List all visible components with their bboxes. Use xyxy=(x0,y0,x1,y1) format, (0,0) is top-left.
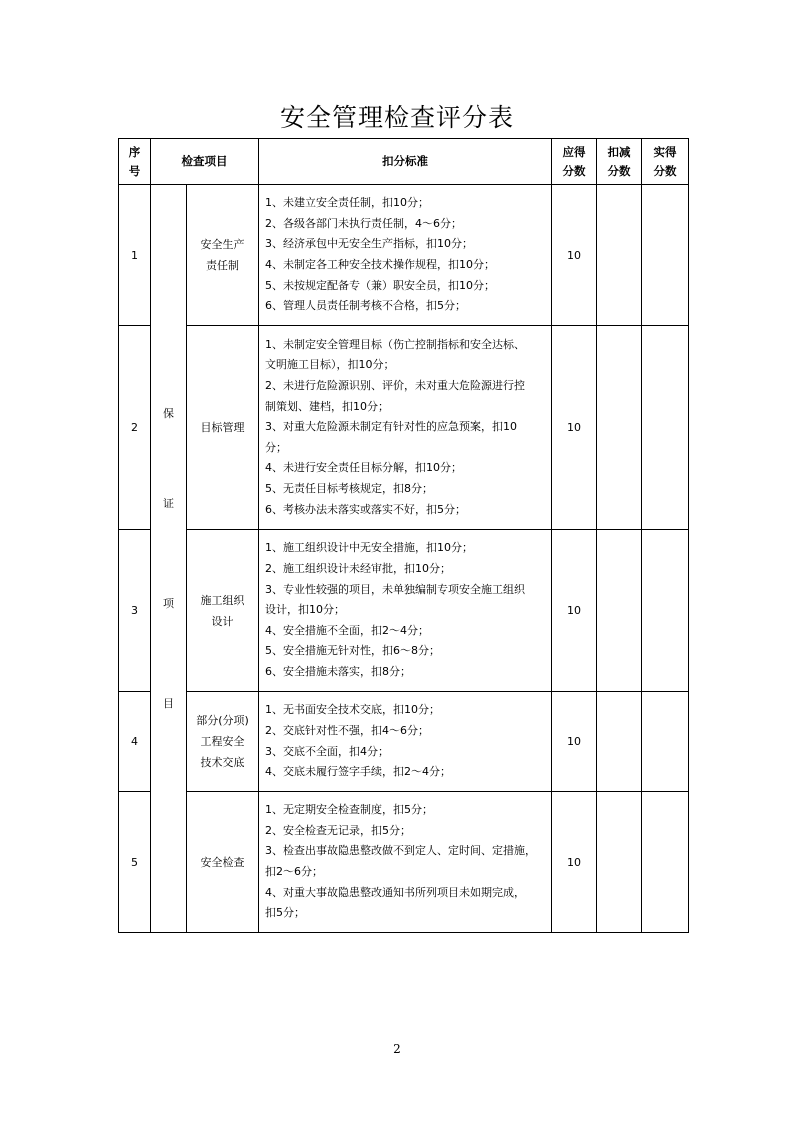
header-deduct-line1: 扣减 xyxy=(607,144,631,159)
header-actual xyxy=(642,139,689,185)
header-criteria: 扣分标准 xyxy=(259,139,552,185)
row-item xyxy=(187,326,259,530)
criteria-line: 6、安全措施未落实，扣8分； xyxy=(265,664,411,678)
row-deduct-score[interactable] xyxy=(597,185,642,326)
header-due xyxy=(552,139,597,185)
row-seq: 1 xyxy=(119,185,151,326)
table-row xyxy=(119,792,689,933)
group-char: 保 xyxy=(163,406,174,420)
row-actual-score[interactable] xyxy=(642,185,689,326)
row-seq: 5 xyxy=(119,792,151,933)
header-item: 检查项目 xyxy=(151,139,259,185)
row-item-line: 施工组织 xyxy=(200,593,245,607)
row-criteria xyxy=(259,185,552,326)
row-criteria xyxy=(259,692,552,792)
row-item-line: 安全生产 xyxy=(200,238,245,251)
group-char: 证 xyxy=(163,496,174,510)
row-item-line: 工程安全 xyxy=(200,735,245,748)
row-criteria xyxy=(259,326,552,530)
page-title: 安全管理检查评分表 xyxy=(279,103,514,132)
row-deduct-score[interactable] xyxy=(597,530,642,692)
row-deduct-score[interactable] xyxy=(597,792,642,933)
row-actual-score[interactable] xyxy=(642,326,689,530)
criteria-line: 文明施工目标），扣10分； xyxy=(265,358,395,372)
criteria-line: 6、考核办法未落实或落实不好，扣5分； xyxy=(265,502,466,516)
criteria-line: 扣2～6分； xyxy=(265,865,323,878)
criteria-line: 3、检查出事故隐患整改做不到定人、定时间、定措施， xyxy=(265,844,536,858)
criteria-line: 2、各级各部门未执行责任制，4～6分； xyxy=(265,216,462,230)
row-item-line: 责任制 xyxy=(206,259,239,272)
row-deduct-score[interactable] xyxy=(597,692,642,792)
page-number: 2 xyxy=(393,1042,401,1056)
row-item-line: 安全检查 xyxy=(200,855,245,869)
criteria-line: 3、交底不全面，扣4分； xyxy=(265,744,389,758)
criteria-line: 分； xyxy=(265,440,287,454)
group-label xyxy=(151,185,187,933)
row-item xyxy=(187,692,259,792)
header-seq-line2: 号 xyxy=(128,163,141,178)
criteria-line: 4、交底未履行签字手续，扣2～4分； xyxy=(265,765,451,779)
criteria-line: 1、未建立安全责任制，扣10分； xyxy=(265,196,429,210)
criteria-line: 1、施工组织设计中无安全措施，扣10分； xyxy=(265,541,473,555)
table-row xyxy=(119,326,689,530)
criteria-line: 4、未制定各工种安全技术操作规程，扣10分； xyxy=(265,258,495,271)
criteria-line: 5、未按规定配备专（兼）职安全员，扣10分； xyxy=(265,278,495,292)
group-char: 目 xyxy=(163,696,174,710)
header-actual-line2: 分数 xyxy=(653,163,677,178)
row-actual-score[interactable] xyxy=(642,792,689,933)
row-seq: 2 xyxy=(119,326,151,530)
row-criteria xyxy=(259,792,552,933)
criteria-line: 4、未进行安全责任目标分解，扣10分； xyxy=(265,461,462,475)
criteria-line: 4、对重大事故隐患整改通知书所列项目未如期完成， xyxy=(265,885,525,899)
criteria-line: 制策划、建档，扣10分； xyxy=(265,399,389,413)
row-item xyxy=(187,792,259,933)
criteria-line: 1、未制定安全管理目标（伤亡控制指标和安全达标、 xyxy=(265,337,525,351)
criteria-line: 5、安全措施无针对性，扣6～8分； xyxy=(265,644,440,658)
criteria-line: 2、交底针对性不强，扣4～6分； xyxy=(265,723,429,737)
row-due-score: 10 xyxy=(552,326,597,530)
row-criteria xyxy=(259,530,552,692)
header-seq xyxy=(119,139,151,185)
header-deduct xyxy=(597,139,642,185)
criteria-line: 2、安全检查无记录，扣5分； xyxy=(265,823,411,837)
row-due-score: 10 xyxy=(552,792,597,933)
criteria-line: 设计，扣10分； xyxy=(265,603,345,617)
row-actual-score[interactable] xyxy=(642,692,689,792)
header-seq-line1: 序 xyxy=(128,144,141,159)
row-item-line: 目标管理 xyxy=(200,421,245,434)
criteria-line: 3、专业性较强的项目，未单独编制专项安全施工组织 xyxy=(265,582,525,596)
criteria-line: 2、施工组织设计未经审批，扣10分； xyxy=(265,562,451,576)
row-item-line: 设计 xyxy=(211,614,234,628)
group-char: 项 xyxy=(163,596,174,610)
header-row xyxy=(119,139,689,185)
row-due-score: 10 xyxy=(552,530,597,692)
header-due-line1: 应得 xyxy=(562,144,586,159)
row-due-score: 10 xyxy=(552,185,597,326)
row-item xyxy=(187,185,259,326)
table-row xyxy=(119,185,689,326)
row-item-line: 技术交底 xyxy=(200,756,245,769)
row-item xyxy=(187,530,259,692)
row-seq: 4 xyxy=(119,692,151,792)
header-due-line2: 分数 xyxy=(562,163,586,178)
criteria-line: 3、经济承包中无安全生产指标，扣10分； xyxy=(265,237,473,251)
criteria-line: 1、无定期安全检查制度，扣5分； xyxy=(265,803,433,817)
header-actual-line1: 实得 xyxy=(653,144,677,159)
criteria-line: 6、管理人员责任制考核不合格，扣5分； xyxy=(265,299,466,313)
row-actual-score[interactable] xyxy=(642,530,689,692)
row-item-line: 部分(分项) xyxy=(196,714,249,727)
criteria-line: 4、安全措施不全面，扣2～4分； xyxy=(265,623,429,637)
row-deduct-score[interactable] xyxy=(597,326,642,530)
table-row xyxy=(119,692,689,792)
criteria-line: 扣5分； xyxy=(265,906,305,920)
criteria-line: 2、未进行危险源识别、评价，未对重大危险源进行控 xyxy=(265,379,525,393)
header-deduct-line2: 分数 xyxy=(607,163,631,178)
row-due-score: 10 xyxy=(552,692,597,792)
score-table xyxy=(118,138,689,933)
criteria-line: 5、无责任目标考核规定，扣8分； xyxy=(265,481,433,495)
row-seq: 3 xyxy=(119,530,151,692)
table-row xyxy=(119,530,689,692)
criteria-line: 3、对重大危险源未制定有针对性的应急预案，扣10 xyxy=(265,420,517,434)
criteria-line: 1、无书面安全技术交底，扣10分； xyxy=(265,703,440,717)
